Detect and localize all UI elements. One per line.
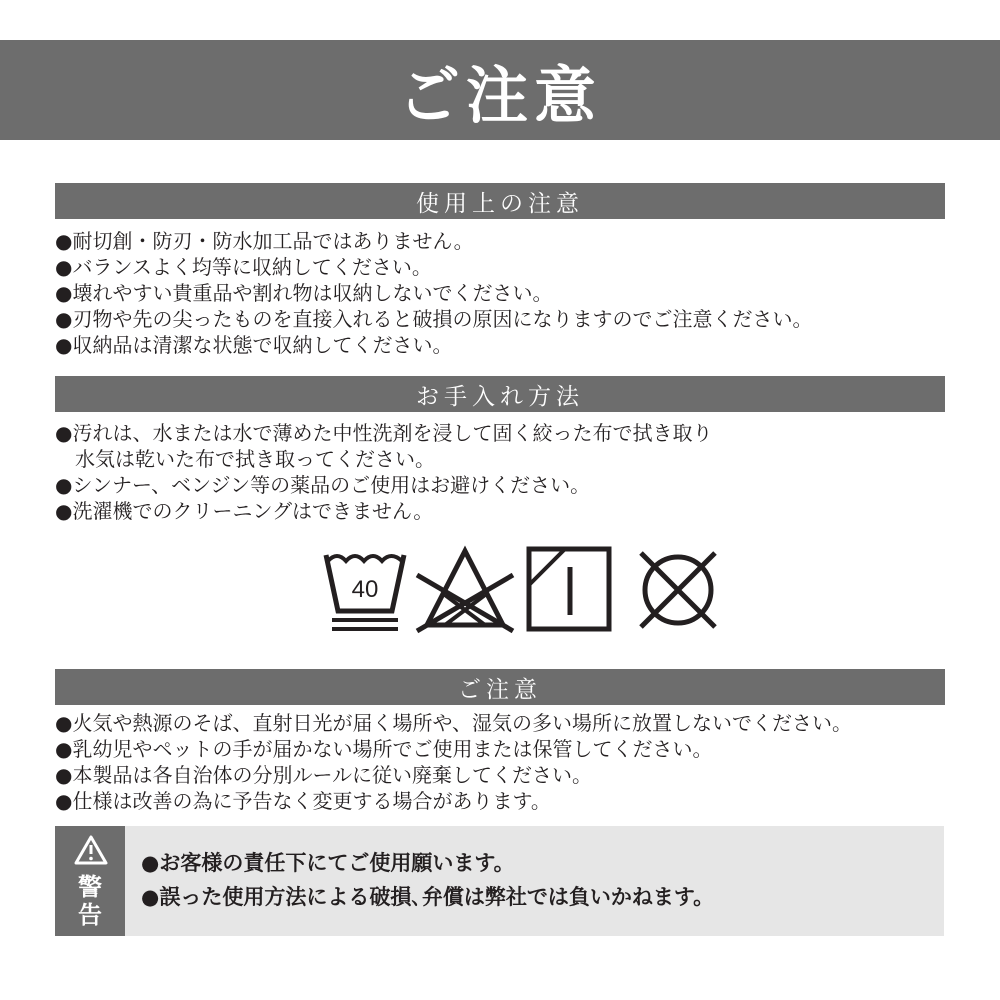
list-item: ●火気や熱源のそば、直射日光が届く場所や、湿気の多い場所に放置しないでください。	[55, 711, 853, 735]
line-dry-icon	[525, 545, 615, 635]
list-item: ●お客様の責任下にてご使用願います。	[141, 851, 515, 875]
care-list	[55, 420, 955, 524]
list-item: ●刃物や先の尖ったものを直接入れると破損の原因になりますのでご注意ください。	[55, 307, 813, 331]
list-item: ●汚れは、水または水で薄めた中性洗剤を浸して固く絞った布で拭き取り	[55, 421, 713, 445]
care-symbols	[320, 545, 730, 635]
list-item: ●耐切創・防刃・防水加工品ではありません。	[55, 229, 474, 253]
page-title: ご注意	[0, 40, 1000, 140]
no-tumble-dry-icon	[635, 545, 725, 635]
warning-label	[55, 826, 125, 936]
warning-box	[55, 826, 944, 936]
usage-section-heading: 使用上の注意	[55, 183, 945, 219]
list-item: ●本製品は各自治体の分別ルールに従い廃棄してください。	[55, 763, 593, 787]
list-item: ●シンナー、ベンジン等の薬品のご使用はお避けください。	[55, 473, 591, 497]
wash-40-icon	[320, 545, 410, 635]
list-item: ●仕様は改善の為に予告なく変更する場合があります。	[55, 789, 551, 813]
caution-list	[55, 710, 955, 814]
list-item: ●壊れやすい貴重品や割れ物は収納しないでください。	[55, 281, 553, 305]
warning-list	[141, 846, 714, 914]
list-item: ●バランスよく均等に収納してください。	[55, 255, 432, 279]
list-item: ●収納品は清潔な状態で収納してください。	[55, 333, 453, 357]
list-item: ●洗濯機でのクリーニングはできません。	[55, 499, 434, 523]
no-bleach-icon	[415, 545, 515, 635]
warning-icon	[73, 834, 109, 866]
warning-label-bottom: 告	[78, 901, 102, 929]
list-item: ●誤った使用方法による破損､弁償は弊社では負いかねます。	[141, 885, 715, 909]
usage-list	[55, 228, 955, 358]
care-section-heading: お手入れ方法	[55, 376, 945, 412]
wash-temp-label: 40	[351, 576, 379, 603]
list-item: 水気は乾いた布で拭き取ってください。	[55, 447, 435, 471]
caution-section-heading: ご注意	[55, 669, 945, 705]
warning-label-top: 警	[78, 873, 102, 901]
list-item: ●乳幼児やペットの手が届かない場所でご使用または保管してください。	[55, 737, 713, 761]
